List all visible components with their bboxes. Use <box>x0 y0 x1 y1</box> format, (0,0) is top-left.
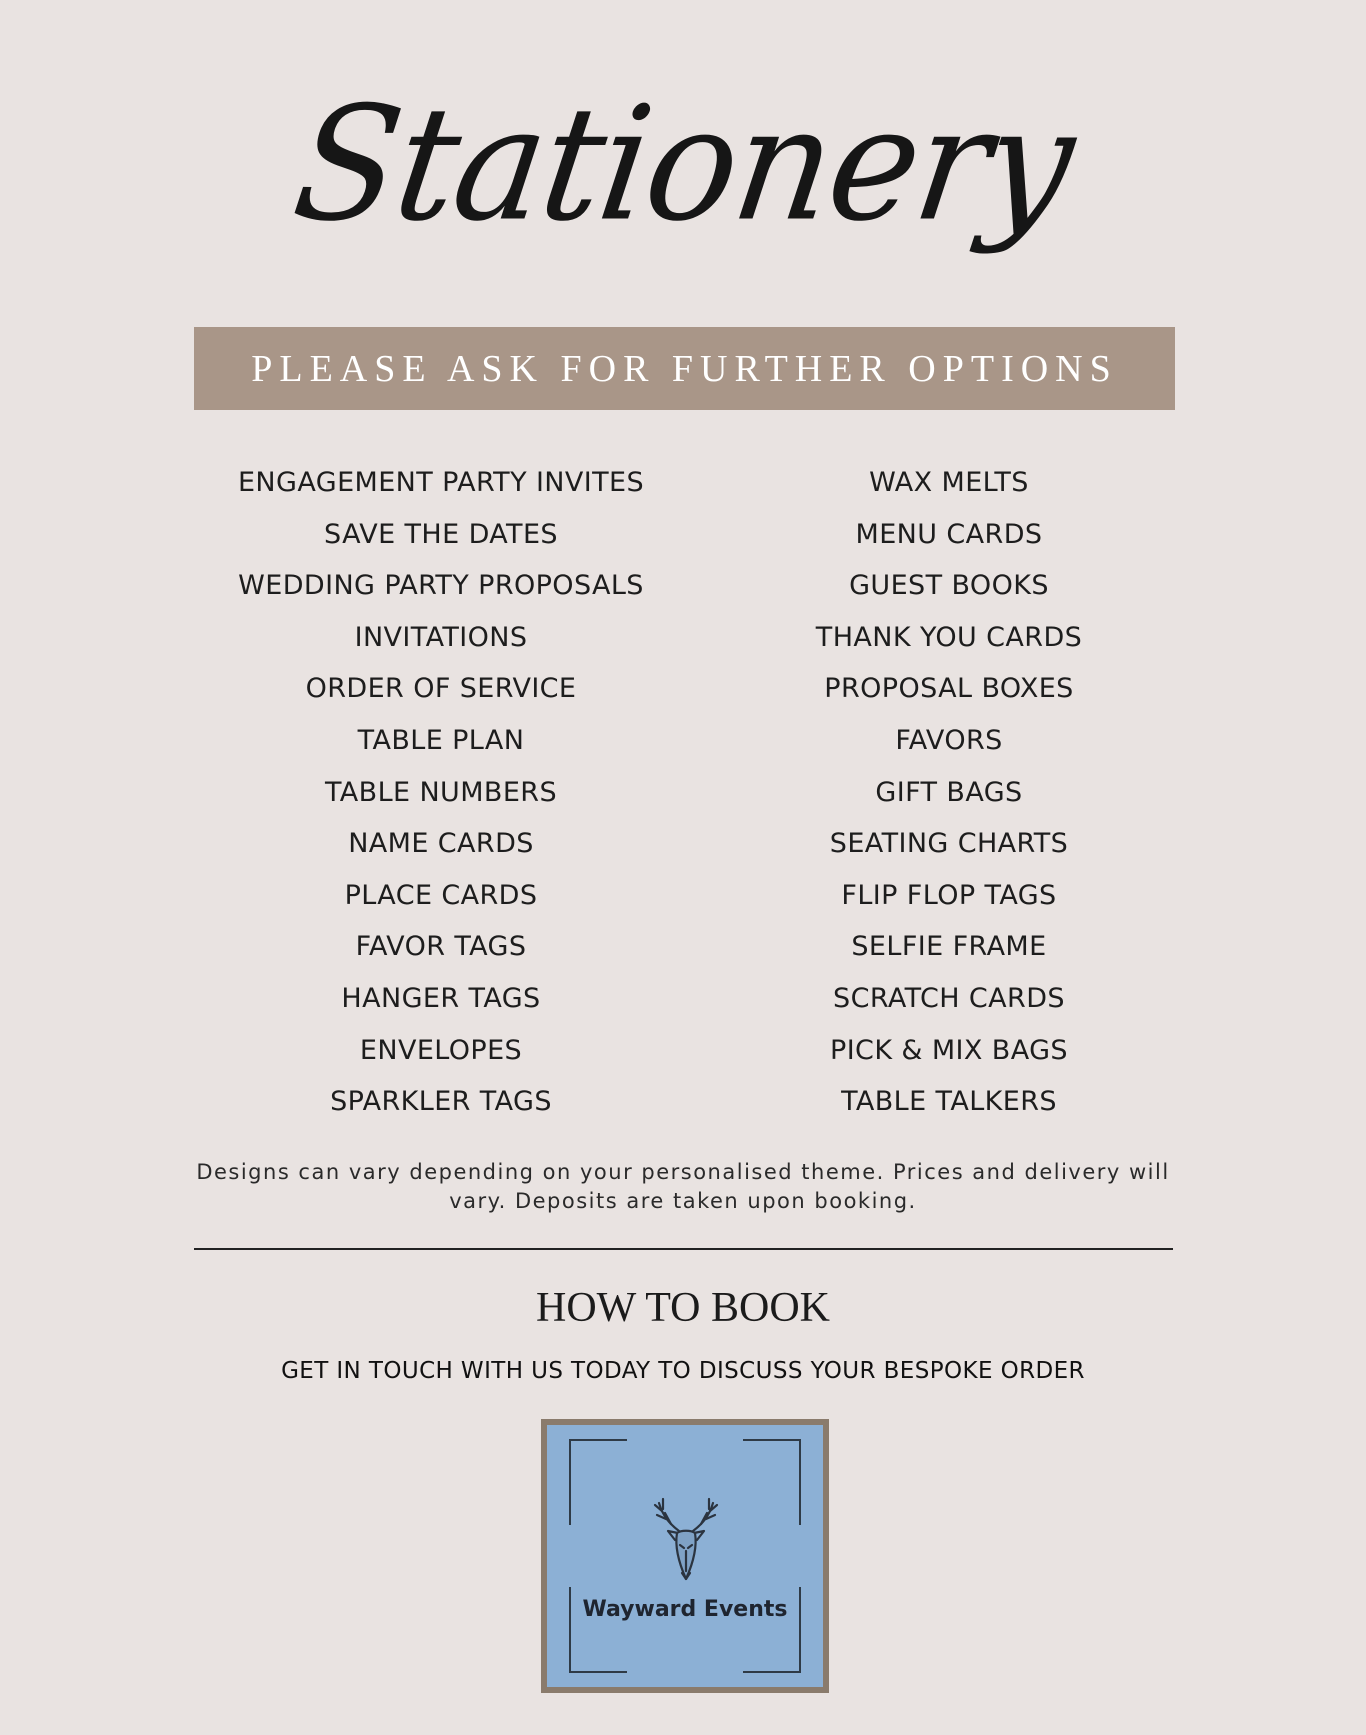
list-item: FLIP FLOP TAGS <box>841 879 1057 911</box>
list-item: PICK & MIX BAGS <box>830 1034 1068 1066</box>
list-item: NAME CARDS <box>348 828 534 860</box>
how-to-book-heading: HOW TO BOOK <box>535 1285 831 1331</box>
list-item: ENVELOPES <box>359 1034 523 1066</box>
options-banner <box>194 327 1175 410</box>
script-title <box>0 20 1366 310</box>
page-title: Stationery <box>283 73 1083 257</box>
list-item: HANGER TAGS <box>341 982 541 1014</box>
corner-bracket <box>743 1439 801 1525</box>
list-item: FAVOR TAGS <box>355 931 527 963</box>
list-item: FAVORS <box>895 724 1003 756</box>
deer-head-icon <box>651 1495 721 1585</box>
list-item: GUEST BOOKS <box>849 570 1049 602</box>
right-items-list <box>689 458 1209 1129</box>
list-item: SEATING CHARTS <box>829 828 1069 860</box>
list-item: SELFIE FRAME <box>851 931 1047 963</box>
logo <box>541 1419 829 1693</box>
list-item: MENU CARDS <box>855 518 1043 550</box>
list-item: PLACE CARDS <box>344 879 538 911</box>
logo-background <box>547 1425 823 1687</box>
list-item: TABLE TALKERS <box>841 1086 1057 1118</box>
list-item: WAX MELTS <box>869 467 1029 498</box>
list-item: SAVE THE DATES <box>324 518 558 550</box>
list-item: ORDER OF SERVICE <box>305 673 577 705</box>
banner-text: PLEASE ASK FOR FURTHER OPTIONS <box>251 347 1118 390</box>
left-items-list <box>181 458 701 1129</box>
list-item: PROPOSAL BOXES <box>824 673 1074 705</box>
list-item: TABLE NUMBERS <box>324 776 557 808</box>
list-item: ENGAGEMENT PARTY INVITES <box>237 467 645 498</box>
list-item: SCRATCH CARDS <box>833 982 1065 1014</box>
contact-text: GET IN TOUCH WITH US TODAY TO DISCUSS YOUR BESPOKE ORDER <box>281 1358 1085 1384</box>
logo-name: Wayward Events <box>582 1597 788 1622</box>
list-item: INVITATIONS <box>354 621 528 653</box>
list-item: WEDDING PARTY PROPOSALS <box>238 570 644 602</box>
list-item: GIFT BAGS <box>875 776 1023 808</box>
list-item: SPARKLER TAGS <box>330 1086 552 1118</box>
terms-note: Designs can vary depending on your personalised theme. Prices and delivery will vary. Deposits are taken upon booking. <box>196 1160 1170 1213</box>
divider <box>194 1248 1173 1250</box>
list-item: THANK YOU CARDS <box>815 621 1083 653</box>
list-item: TABLE PLAN <box>357 724 525 756</box>
corner-bracket <box>569 1439 627 1525</box>
